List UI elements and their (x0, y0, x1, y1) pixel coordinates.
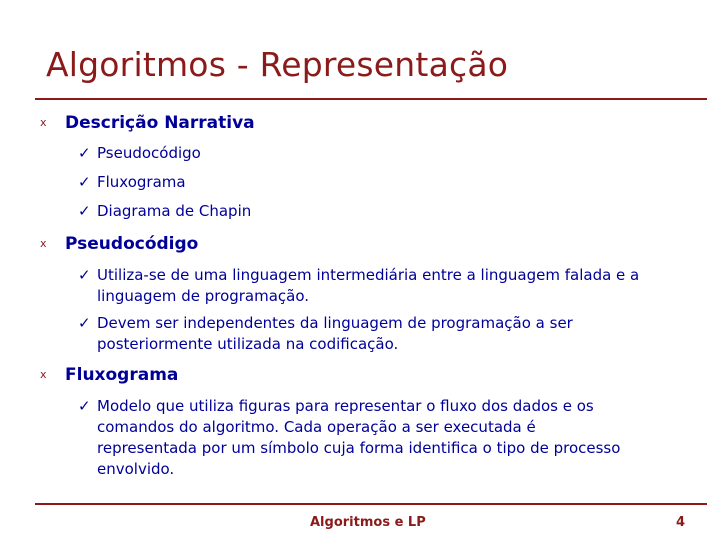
checkmark-icon: ✓ (78, 266, 91, 284)
list-item (97, 172, 697, 193)
checkmark-icon: ✓ (78, 202, 91, 220)
list-item-line: Pseudocódigo (97, 144, 201, 162)
checkmark-icon: ✓ (78, 173, 91, 191)
section-marker-icon: x (40, 368, 47, 381)
section-heading-fluxograma: Fluxograma (65, 365, 179, 385)
list-item (97, 143, 697, 164)
checkmark-icon: ✓ (78, 314, 91, 332)
list-item (97, 201, 697, 222)
checkmark-icon: ✓ (78, 144, 91, 162)
title-divider (35, 98, 707, 100)
slide-title: Algoritmos - Representação (46, 45, 509, 84)
page-number: 4 (676, 515, 686, 530)
checkmark-icon: ✓ (78, 397, 91, 415)
list-item-line: posteriormente utilizada na codificação. (97, 335, 399, 353)
list-item-line: Modelo que utiliza figuras para representar o fluxo dos dados e os (97, 397, 594, 415)
section-heading-pseudocodigo: Pseudocódigo (65, 234, 199, 254)
list-item (97, 265, 697, 307)
list-item-line: linguagem de programação. (97, 287, 310, 305)
list-item-line: comandos do algoritmo. Cada operação a ser executada é (97, 418, 536, 436)
footer-title: Algoritmos e LP (310, 515, 426, 530)
section-heading-descricao: Descrição Narrativa (65, 113, 255, 133)
list-item (97, 396, 697, 480)
section-marker-icon: x (40, 116, 47, 129)
list-item-line: Diagrama de Chapin (97, 202, 252, 220)
list-item-line: Fluxograma (97, 173, 186, 191)
list-item-line: envolvido. (97, 460, 175, 478)
list-item-line: Devem ser independentes da linguagem de programação a ser (97, 314, 573, 332)
footer-divider (35, 503, 707, 505)
list-item-line: Utiliza-se de uma linguagem intermediária entre a linguagem falada e a (97, 266, 640, 284)
list-item-line: representada por um símbolo cuja forma identifica o tipo de processo (97, 439, 621, 457)
list-item (97, 313, 697, 355)
section-marker-icon: x (40, 237, 47, 250)
